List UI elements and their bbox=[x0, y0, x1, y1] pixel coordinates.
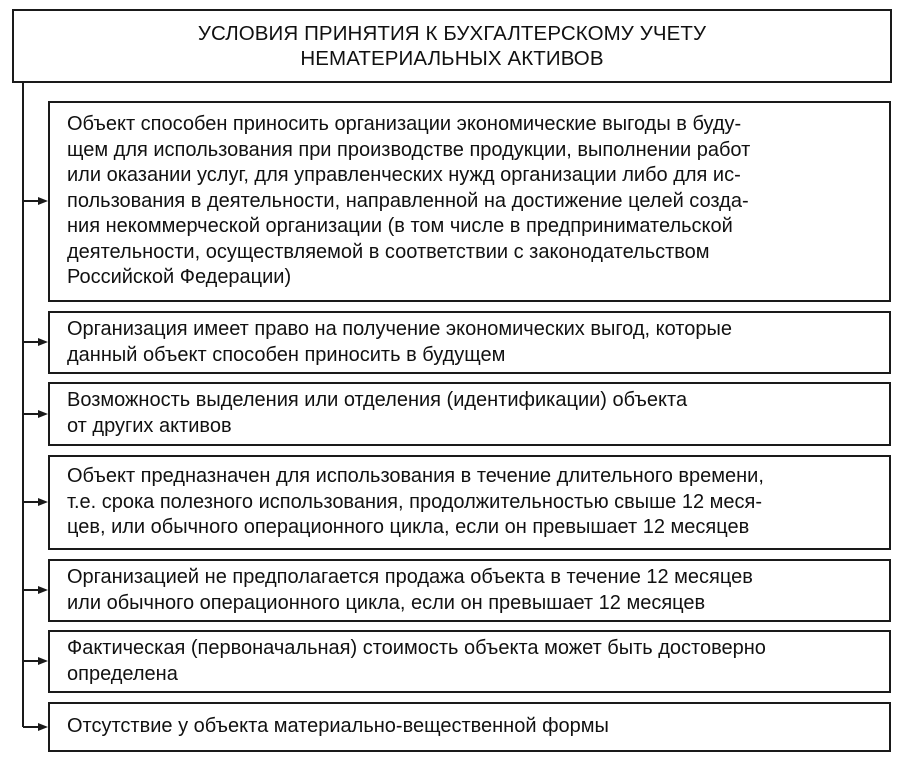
condition-box-1 bbox=[48, 101, 891, 302]
condition-text-4: Объект предназначен для использования в течение длительного времени, т.е. срока полезного использования, продолжительностью свыше 12 меся- цев, или обычного операционного цикла, если он превышает 12 месяцев bbox=[67, 465, 764, 539]
branch-arrows bbox=[23, 197, 48, 731]
condition-text-5: Организацией не предполагается продажа объекта в течение 12 месяцев или обычного операционного цикла, если он превышает 12 месяцев bbox=[67, 565, 753, 614]
arrowhead-2 bbox=[38, 338, 48, 346]
condition-box-2 bbox=[48, 311, 891, 374]
condition-text-2: Организация имеет право на получение экономических выгод, которые данный объект способен приносить в будущем bbox=[67, 317, 732, 366]
condition-text-3: Возможность выделения или отделения (идентификации) объекта от других активов bbox=[67, 389, 688, 437]
condition-text-7: Отсутствие у объекта материально-вещественной формы bbox=[67, 715, 609, 738]
condition-box-5 bbox=[48, 559, 891, 622]
condition-box-7 bbox=[48, 702, 891, 752]
condition-box-6 bbox=[48, 630, 891, 693]
arrowhead-3 bbox=[38, 410, 48, 418]
arrowhead-6 bbox=[38, 657, 48, 665]
condition-text-1: Объект способен приносить организации экономические выгоды в буду- щем для использования при производстве продукции, выполнении работ или оказании услуг, для управленческих нужд организации либо для ис- пользования в деятельности, направленной на достижение целей созда- ния некоммерческой организации (в том числе в предпринимательской деятельности, осуществляемой в соответствии с законодательством Российской Федерации) bbox=[67, 112, 751, 289]
condition-box-3 bbox=[48, 382, 891, 446]
diagram-title: УСЛОВИЯ ПРИНЯТИЯ К БУХГАЛТЕРСКОМУ УЧЕТУ НЕМАТЕРИАЛЬНЫХ АКТИВОВ bbox=[197, 22, 707, 70]
arrowhead-4 bbox=[38, 498, 48, 506]
title-box bbox=[12, 9, 892, 83]
condition-box-4 bbox=[48, 455, 891, 550]
condition-text-6: Фактическая (первоначальная) стоимость объекта может быть достоверно определена bbox=[67, 636, 766, 685]
arrowhead-5 bbox=[38, 586, 48, 594]
arrowhead-1 bbox=[38, 197, 48, 205]
arrowhead-7 bbox=[38, 723, 48, 731]
